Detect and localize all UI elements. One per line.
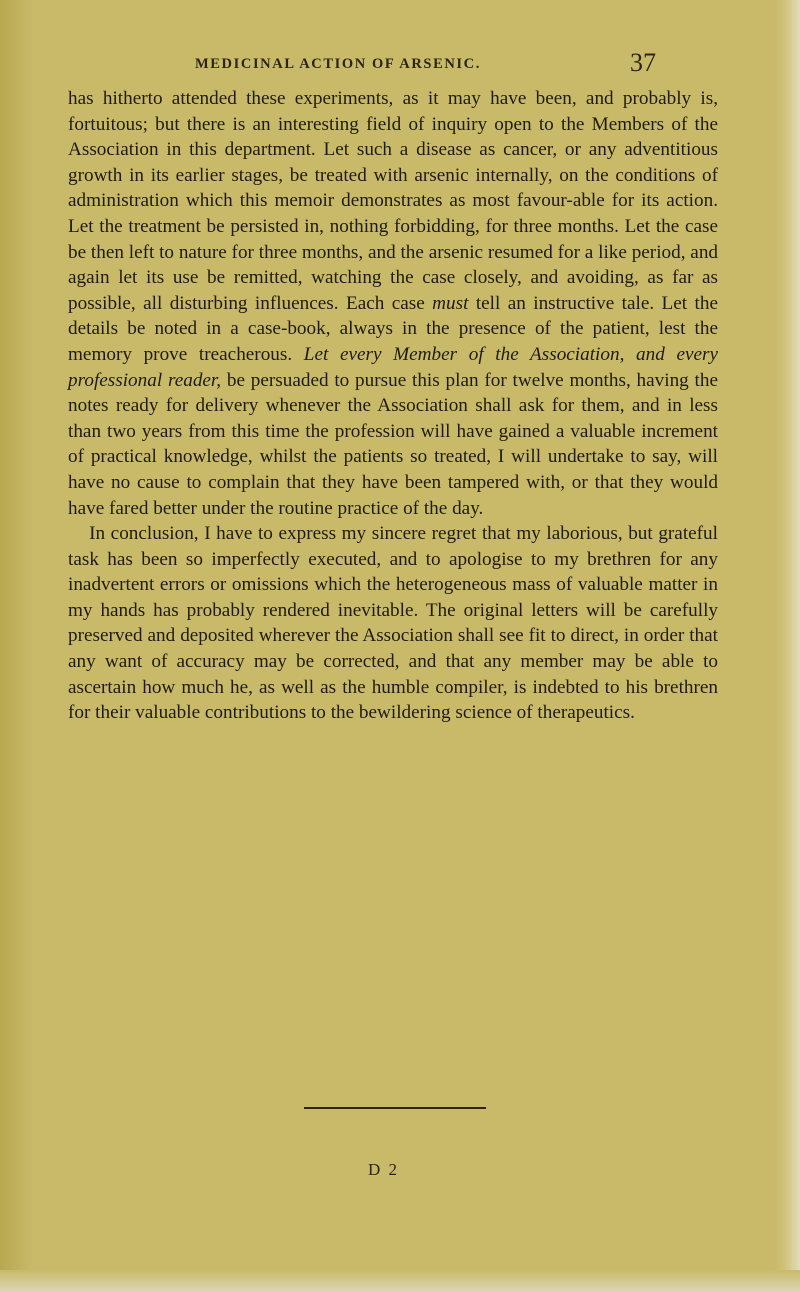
paragraph-1-part-c: be persuaded to pursue this plan for twelve months, having the notes ready for delivery whenever the Association shall ask for them, and in less than two years from this time the profession will have gained a valuable increment of practical knowledge, whilst the patients so treated, I will undertake to say, will have no cause to complain that they have been tampered with, or that they would have fared better under the routine practice of the day.: [68, 369, 718, 519]
paragraph-1-must-italic: must: [432, 292, 469, 314]
paragraph-1-italic-phrase: Let every Member of the Association, and every professional reader,: [68, 343, 718, 391]
paragraph-1-part-b: tell an instructive tale. Let the details be noted in a case-book, always in the presence of the patient, lest the memory prove treacherous.: [68, 292, 718, 365]
running-head: MEDICINAL ACTION OF ARSENIC.: [195, 56, 481, 72]
paragraph-1: [68, 86, 718, 521]
paragraph-1-part-a: has hitherto attended these experiments, as it may have been, and probably is, fortuitous; but there is an interesting field of inquiry open to the Members of the Association in this department. Let such a disease as cancer, or any adventitious growth in its earlier stages, be treated with arsenic internally, on the conditions of administration which this memoir demonstrates as most favour-able for its action. Let the treatment be persisted in, nothing forbidding, for three months. Let the case be then left to nature for three months, and the arsenic resumed for a like period, and again let its use be remitted, watching the case closely, and avoiding, as far as possible, all disturbing influences. Each case: [68, 88, 719, 314]
signature-mark: D 2: [368, 1160, 400, 1179]
paragraph-2: In conclusion, I have to express my sincere regret that my laborious, but grateful task has been so imperfectly executed, and to apologise to my brethren for any inadvertent errors or omissions which the heterogeneous mass of valuable matter in my hands has probably rendered inevitable. The original letters will be carefully preserved and deposited wherever the Association shall see fit to direct, in order that any want of accuracy may be corrected, and that any member may be able to ascertain how much he, as well as the humble compiler, is indebted to his brethren for their valuable contributions to the bewildering science of therapeutics.: [68, 523, 718, 724]
body-text: [68, 86, 718, 726]
closing-rule: [304, 1107, 486, 1109]
page-number: 37: [630, 48, 656, 77]
